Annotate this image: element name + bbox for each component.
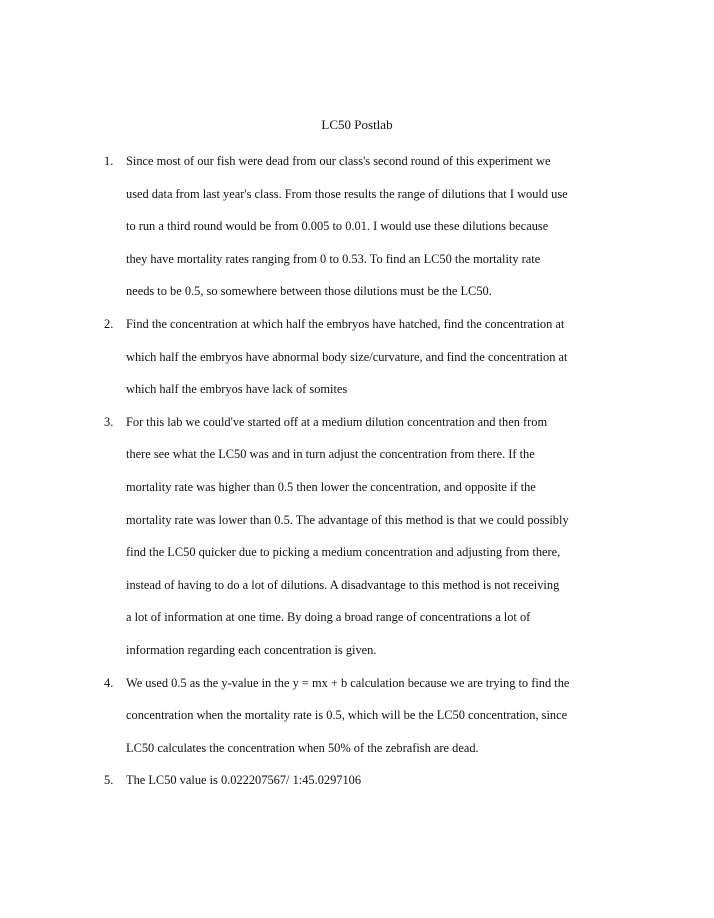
list-item — [104, 406, 634, 667]
item-text-line: mortality rate was higher than 0.5 then lower the concentration, and opposite if the — [126, 479, 536, 494]
list-item — [104, 667, 634, 765]
item-text-line: mortality rate was lower than 0.5. The advantage of this method is that we could possibly — [126, 512, 569, 527]
item-text-line: Find the concentration at which half the embryos have hatched, find the concentration at — [126, 316, 565, 331]
item-number: 5. — [104, 773, 114, 788]
item-text-line: LC50 calculates the concentration when 50% of the zebrafish are dead. — [126, 740, 479, 755]
item-text-line: instead of having to do a lot of dilutions. A disadvantage to this method is not receiving — [126, 577, 560, 592]
item-text-line: a lot of information at one time. By doing a broad range of concentrations a lot of — [126, 610, 531, 625]
answer-list — [104, 145, 634, 797]
item-text-line: Since most of our fish were dead from our class's second round of this experiment we — [126, 154, 551, 168]
list-item — [104, 145, 634, 308]
item-text-line: there see what the LC50 was and in turn adjust the concentration from there. If the — [126, 447, 535, 462]
item-number: 3. — [104, 414, 114, 429]
item-text-line: to run a third round would be from 0.005 to 0.01. I would use these dilutions because — [126, 219, 549, 234]
item-text-line: The LC50 value is 0.022207567/ 1:45.0297106 — [126, 773, 362, 788]
item-text-line: find the LC50 quicker due to picking a medium concentration and adjusting from there, — [126, 545, 561, 560]
item-text-line: used data from last year's class. From those results the range of dilutions that I would use — [126, 186, 568, 201]
list-item — [104, 308, 634, 406]
item-text-line: concentration when the mortality rate is 0.5, which will be the LC50 concentration, since — [126, 708, 568, 723]
item-number: 1. — [104, 154, 114, 168]
item-text-line: needs to be 0.5, so somewhere between those dilutions must be the LC50. — [126, 284, 492, 299]
item-text-line: which half the embryos have abnormal body size/curvature, and find the concentration at — [126, 349, 568, 364]
page-title: LC50 Postlab — [321, 117, 393, 132]
item-text-line: We used 0.5 as the y-value in the y = mx + b calculation because we are trying to find the — [126, 675, 570, 690]
item-text-line: they have mortality rates ranging from 0 to 0.53. To find an LC50 the mortality rate — [126, 251, 541, 266]
item-text-line: information regarding each concentration is given. — [126, 642, 377, 657]
item-text-line: which half the embryos have lack of somites — [126, 382, 348, 397]
item-number: 2. — [104, 316, 114, 331]
item-text-line: For this lab we could've started off at a medium dilution concentration and then from — [126, 414, 548, 429]
list-item — [104, 764, 634, 797]
item-number: 4. — [104, 675, 114, 690]
